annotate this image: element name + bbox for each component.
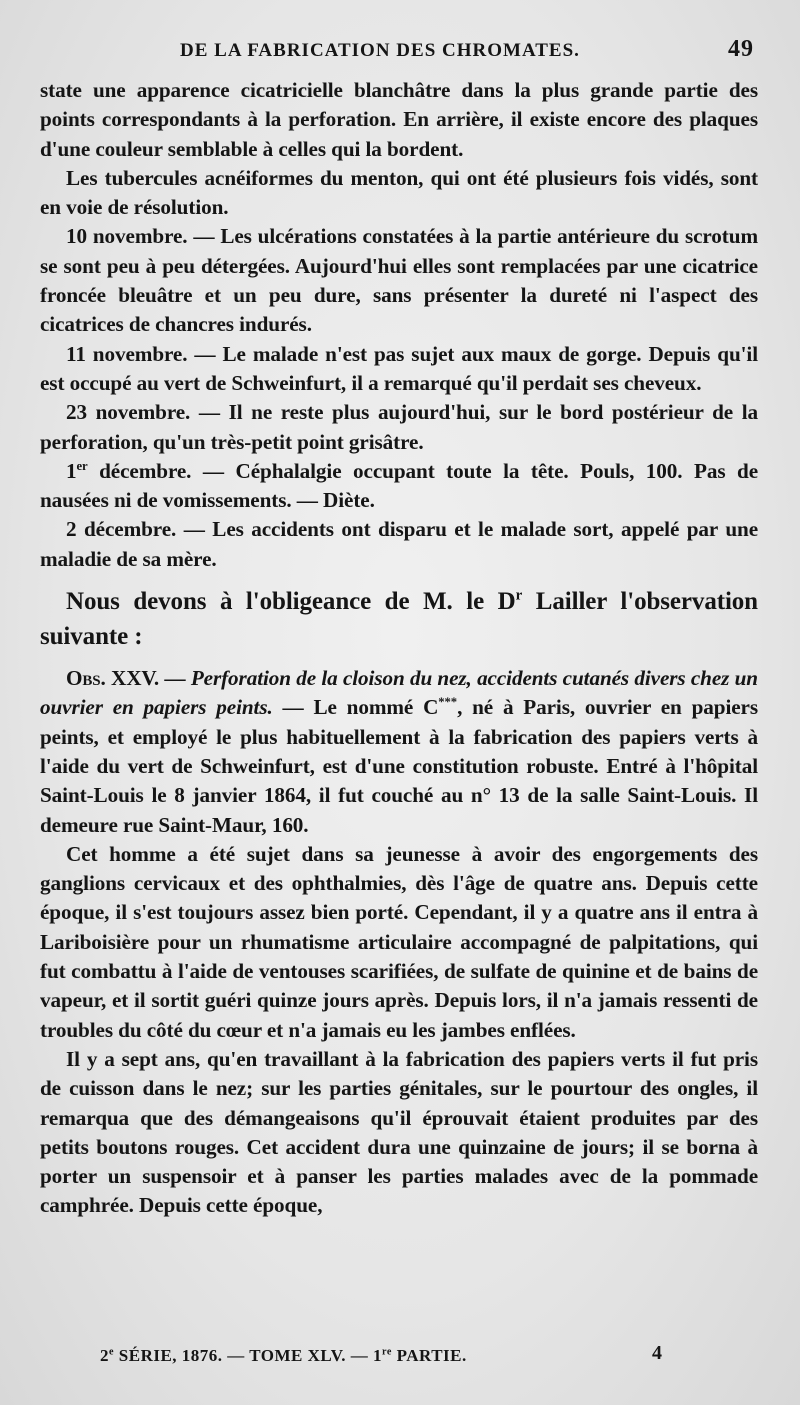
body-text bbox=[40, 76, 758, 1221]
dec1-text: décembre. — Céphalalgie occupant toute la tête. Pouls, 100. Pas de nausées ni de vomissements. — Diète. bbox=[40, 458, 758, 513]
page-number: 49 bbox=[728, 36, 754, 62]
footer-part: PARTIE. bbox=[391, 1346, 467, 1365]
footer-series-sup: e bbox=[109, 1346, 115, 1358]
observation-title: Perforation de la cloison du nez, accidents cutanés divers chez un ouvrier en papiers peints. bbox=[40, 666, 758, 720]
section-heading bbox=[40, 584, 758, 654]
paragraph-nov-10: 10 novembre. — Les ulcérations constatées à la partie antérieure du scrotum se sont peu à peu détergées. Aujourd'hui elles sont remplacées par une cicatrice froncée bleuâtre et un peu dure, sans présenter la dureté ni l'aspect des cicatrices de chancres indurés. bbox=[40, 224, 758, 337]
paragraph-dec-1 bbox=[40, 457, 758, 516]
running-title: DE LA FABRICATION DES CHROMATES. bbox=[180, 40, 580, 61]
footer-part-sup: re bbox=[382, 1346, 392, 1358]
footer-signature-text: SÉRIE, 1876. — TOME XLV. — 1 bbox=[114, 1346, 383, 1365]
dec1-day: 1 bbox=[66, 458, 77, 483]
page-footer bbox=[0, 1342, 800, 1372]
paragraph-1: state une apparence cicatricielle blanchâtre dans la plus grande partie des points correspondants à la perforation. En arrière, il existe encore des plaques d'une couleur semblable à celles qui la bordent. bbox=[40, 78, 758, 161]
footer-signature bbox=[100, 1346, 467, 1366]
observation-label: Obs. XXV. bbox=[66, 666, 160, 691]
running-head bbox=[40, 36, 758, 76]
footer-sheet-number: 4 bbox=[652, 1342, 662, 1364]
paragraph-dec-2: 2 décembre. — Les accidents ont disparu et le malade sort, appelé par une maladie de sa mère. bbox=[40, 517, 758, 571]
heading-sup: r bbox=[515, 587, 523, 604]
paragraph-nov-11: 11 novembre. — Le malade n'est pas sujet aux maux de gorge. Depuis qu'il est occupé au vert de Schweinfurt, il a remarqué qu'il perdait ses cheveux. bbox=[40, 341, 758, 395]
footer-series: 2 bbox=[100, 1346, 109, 1365]
paragraph-nov-23: 23 novembre. — Il ne reste plus aujourd'hui, sur le bord postérieur de la perforation, qu'un très-petit point grisâtre. bbox=[40, 400, 758, 454]
observation-text-before: — Le nommé C bbox=[272, 695, 439, 720]
paragraph-seven-years: Il y a sept ans, qu'en travaillant à la fabrication des papiers verts il fut pris de cuisson dans le nez; sur les parties génitales, sur le pourtour des ongles, il remarqua que des démangeaisons qu'il éprouvait étaient produites par des petits boutons rouges. Cet accident dura une quinzaine de jours; il se borna à porter un suspensoir et à panser les parties malades avec de la pommade camphrée. Depuis cette époque, bbox=[40, 1046, 758, 1218]
paragraph-2: Les tubercules acnéiformes du menton, qui ont été plusieurs fois vidés, sont en voie de résolution. bbox=[40, 165, 758, 220]
heading-before: Nous devons à l'obligeance de M. le D bbox=[66, 588, 516, 616]
paragraph-history: Cet homme a été sujet dans sa jeunesse à avoir des engorgements des ganglions cervicaux et des ophthalmies, dès l'âge de quatre ans. Depuis cette époque, il s'est toujours assez bien porté. Cependant, il y a quatre ans il entra à Lariboisière pour un rhumatisme articulaire accompagné de palpitations, qui fut combattu à l'aide de ventouses scarifiées, de sulfate de quinine et de bains de vapeur, et il sortit guéri quinze jours après. Depuis lors, il n'a jamais ressenti de troubles du côté du cœur et n'a jamais eu les jambes enflées. bbox=[40, 841, 758, 1042]
observation-dash: — bbox=[159, 666, 191, 691]
observation-sup: *** bbox=[438, 695, 458, 710]
observation-text-after: , né à Paris, ouvrier en papiers peints, et employé le plus habituellement à la fabrication des papiers verts à l'aide du vert de Schweinfurt, est d'une constitution robuste. Entré à l'hôpital Saint-Louis le 8 janvier 1864, il fut couché au n° 13 de la salle Saint-Louis. Il demeure rue Saint-Maur, 160. bbox=[40, 695, 758, 837]
observation-paragraph bbox=[40, 664, 758, 840]
heading-after: Lailler l'observation suivante : bbox=[40, 588, 758, 651]
dec1-sup: er bbox=[76, 458, 88, 473]
